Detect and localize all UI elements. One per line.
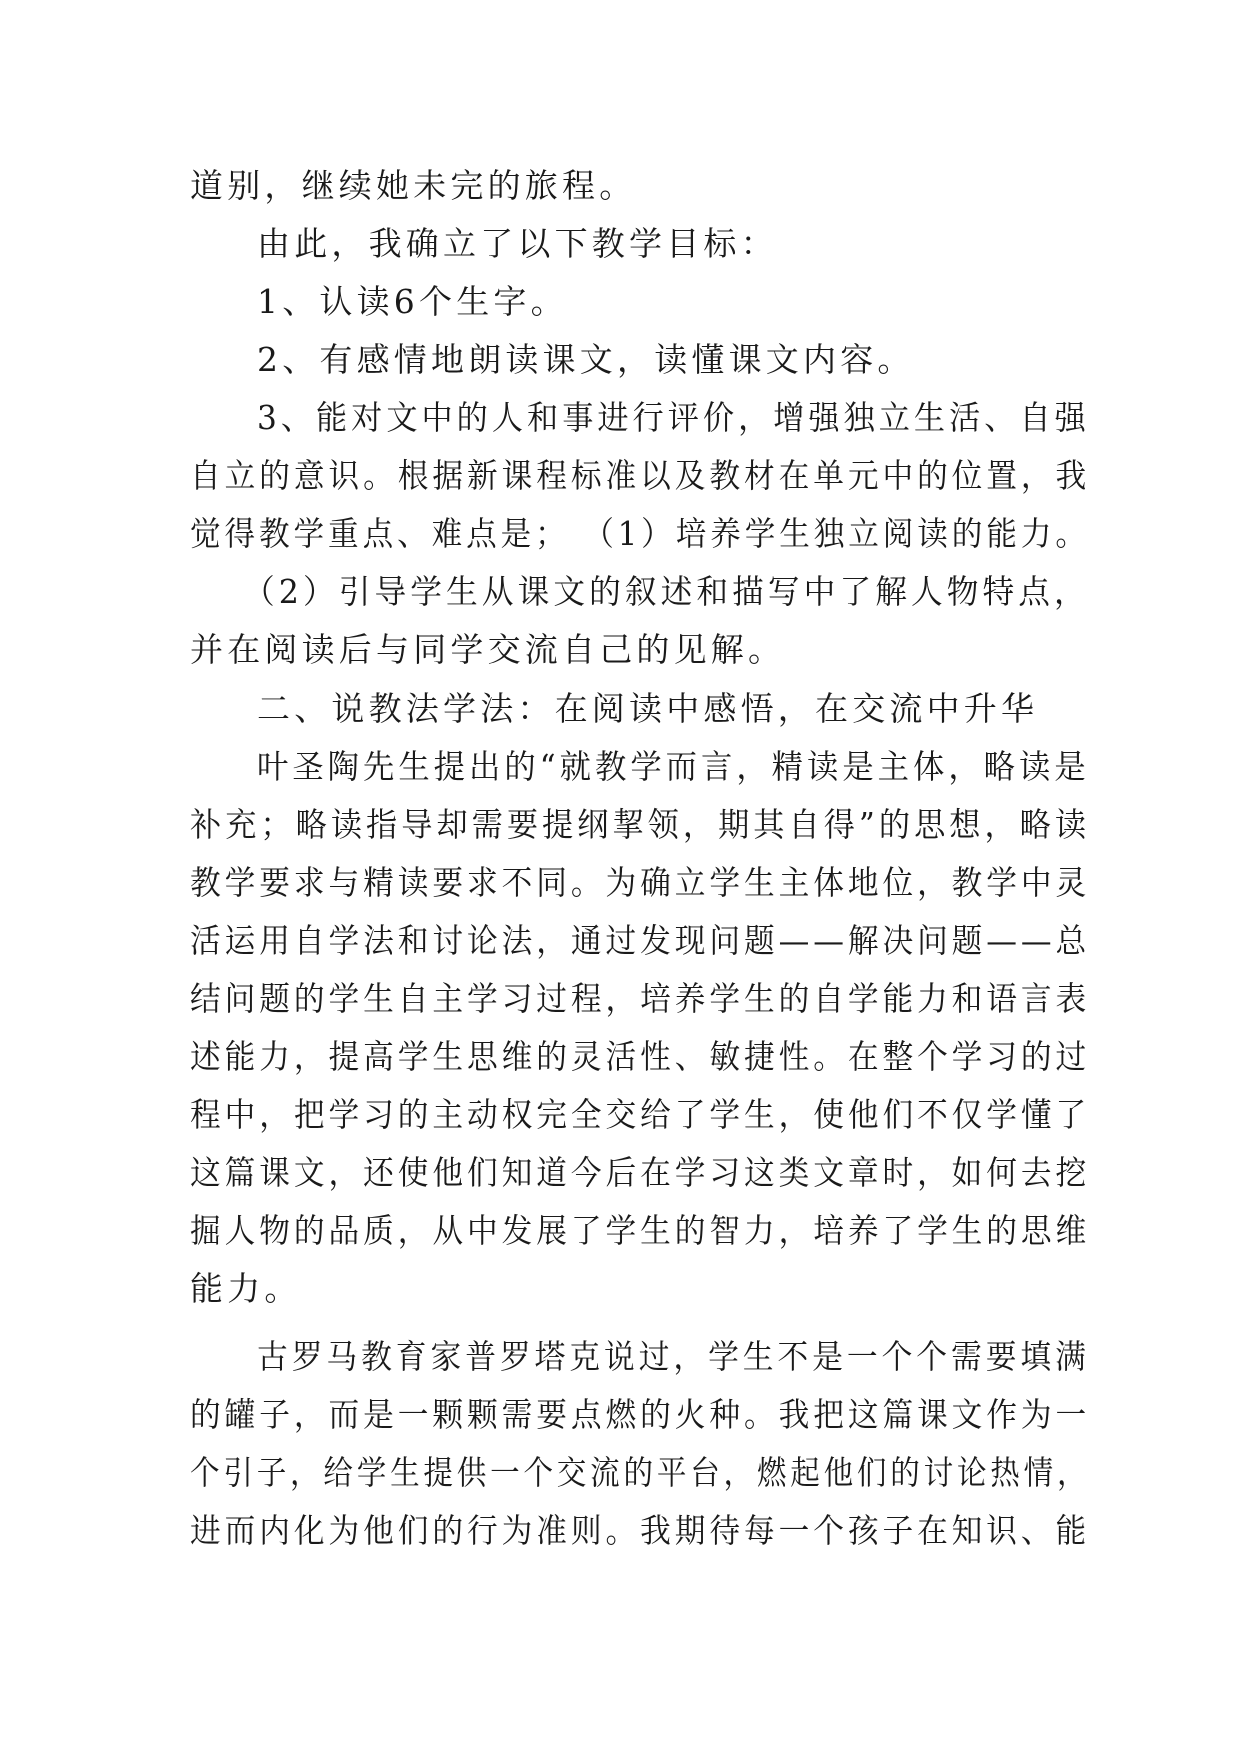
text-line: 活运用自学法和讨论法，通过发现问题——解决问题——总 — [190, 921, 1091, 960]
list-item-1: 1、认读6个生字。 — [257, 282, 568, 321]
text-line: 程中，把学习的主动权完全交给了学生，使他们不仅学懂了 — [190, 1095, 1091, 1134]
section-heading: 二、说教法学法：在阅读中感悟，在交流中升华 — [257, 689, 1039, 728]
text-line: 古罗马教育家普罗塔克说过，学生不是一个个需要填满 — [257, 1337, 1090, 1376]
text-line: 觉得教学重点、难点是； （1）培养学生独立阅读的能力。 — [190, 514, 1090, 553]
text-line: 的罐子，而是一颗颗需要点燃的火种。我把这篇课文作为一 — [190, 1395, 1091, 1434]
text-line: 述能力，提高学生思维的灵活性、敏捷性。在整个学习的过 — [190, 1037, 1091, 1076]
text-line: 道别，继续她未完的旅程。 — [190, 166, 637, 205]
list-item-2: 2、有感情地朗读课文，读懂课文内容。 — [257, 340, 915, 379]
text-line: 结问题的学生自主学习过程，培养学生的自学能力和语言表 — [190, 979, 1091, 1018]
text-line: 自立的意识。根据新课程标准以及教材在单元中的位置，我 — [190, 456, 1091, 495]
text-line: 教学要求与精读要求不同。为确立学生主体地位，教学中灵 — [190, 863, 1091, 902]
text-line: 进而内化为他们的行为准则。我期待每一个孩子在知识、能 — [190, 1511, 1091, 1550]
list-item-3: 3、能对文中的人和事进行评价，增强独立生活、自强 — [257, 398, 1090, 437]
text-line: 能力。 — [190, 1269, 302, 1308]
text-line: 掘人物的品质，从中发展了学生的智力，培养了学生的思维 — [190, 1211, 1091, 1250]
text-line: 叶圣陶先生提出的“就教学而言，精读是主体，略读是 — [257, 747, 1090, 786]
text-line: 这篇课文，还使他们知道今后在学习这类文章时，如何去挖 — [190, 1153, 1091, 1192]
text-line: 补充；略读指导却需要提纲挈领，期其自得”的思想，略读 — [190, 805, 1091, 844]
text-line: 由此，我确立了以下教学目标： — [257, 224, 778, 263]
text-line: 并在阅读后与同学交流自己的见解。 — [190, 630, 786, 669]
text-line: （2）引导学生从课文的叙述和描写中了解人物特点， — [243, 572, 1090, 611]
text-line: 个引子，给学生提供一个交流的平台，燃起他们的讨论热情， — [190, 1453, 1091, 1492]
